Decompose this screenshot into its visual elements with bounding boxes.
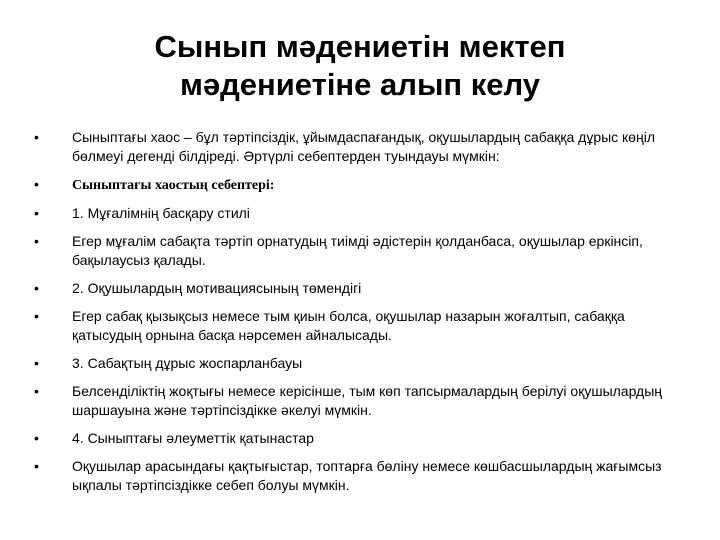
bullet-icon: • xyxy=(34,308,39,324)
bullet-text: Егер сабақ қызықсыз немесе тым қиын болса, оқушылар назарын жоғалтып, сабаққа қатысудың орнына басқа нәрсемен айналысады. xyxy=(72,308,625,343)
bullet-item xyxy=(34,279,684,298)
bullet-icon: • xyxy=(34,430,39,446)
bullet-icon: • xyxy=(34,280,39,296)
bullet-text: Оқушылар арасындағы қақтығыстар, топтарға бөліну немесе көшбасшылардың жағымсыз ықпалы тәртіпсіздікке себеп болуы мүмкін. xyxy=(72,458,662,493)
bullet-text: Сыныптағы хаостың себептері: xyxy=(72,178,275,193)
bullet-text: 2. Оқушылардың мотивациясының төмендігі xyxy=(72,280,362,296)
bullet-text: Сыныптағы хаос – бұл тәртіпсіздік, ұйымдаспағандық, оқушылардың сабаққа дұрыс көңіл бөлмеуі дегенді білдіреді. Әртүрлі себептерден туындауы мүмкін: xyxy=(72,129,655,164)
bullet-text: 3. Сабақтың дұрыс жоспарланбауы xyxy=(72,355,303,371)
bullet-item xyxy=(34,354,684,373)
bullet-icon: • xyxy=(34,458,39,474)
bullet-icon: • xyxy=(34,176,39,192)
bullet-item xyxy=(34,307,684,345)
bullet-text: 4. Сыныптағы әлеуметтік қатынастар xyxy=(72,430,314,446)
bullet-item xyxy=(34,429,684,448)
bullet-list xyxy=(34,128,684,504)
slide-title-line-2: мәдениетіне алып келу xyxy=(179,67,541,102)
slide-title-line-1: Сынып мәдениетін мектеп xyxy=(154,29,566,64)
bullet-icon: • xyxy=(34,233,39,249)
bullet-text: Белсенділіктің жоқтығы немесе керісінше, тым көп тапсырмалардың берілуі оқушылардың шаршауына және тәртіпсіздікке әкелуі мүмкін. xyxy=(72,383,663,418)
bullet-icon: • xyxy=(34,355,39,371)
bullet-item xyxy=(34,175,684,195)
slide-title xyxy=(60,28,660,104)
bullet-item xyxy=(34,204,684,223)
bullet-text: Егер мұғалім сабақта тәртіп орнатудың тиімді әдістерін қолданбаса, оқушылар еркінсіп, бақылаусыз қалады. xyxy=(72,233,643,268)
bullet-item xyxy=(34,457,684,495)
bullet-icon: • xyxy=(34,205,39,221)
bullet-item xyxy=(34,232,684,270)
bullet-item xyxy=(34,382,684,420)
bullet-text: 1. Мұғалімнің басқару стилі xyxy=(72,205,250,221)
bullet-icon: • xyxy=(34,129,39,145)
bullet-icon: • xyxy=(34,383,39,399)
bullet-item xyxy=(34,128,684,166)
